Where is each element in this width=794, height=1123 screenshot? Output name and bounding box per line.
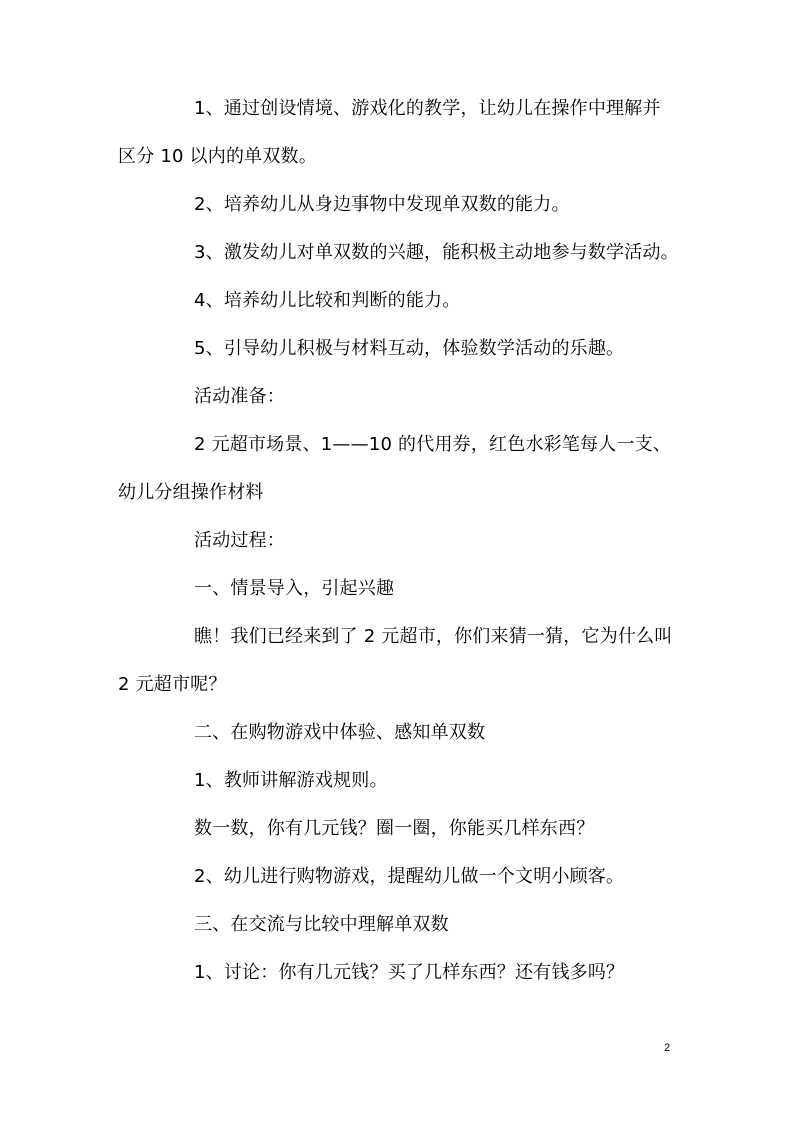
page-number: 2 — [664, 1042, 671, 1054]
objective-3: 3、激发幼儿对单双数的兴趣，能积极主动地参与数学活动。 — [194, 242, 679, 263]
objective-4: 4、培养幼儿比较和判断的能力。 — [194, 290, 461, 311]
objective-1-line-2: 区分 10 以内的单双数。 — [118, 146, 317, 167]
objective-5: 5、引导幼儿积极与材料互动，体验数学活动的乐趣。 — [194, 338, 625, 359]
objective-2: 2、培养幼儿从身边事物中发现单双数的能力。 — [194, 194, 570, 215]
step-2-item-2: 2、幼儿进行购物游戏，提醒幼儿做一个文明小顾客。 — [194, 866, 625, 887]
step-2-item-1-detail: 数一数，你有几元钱？圈一圈，你能买几样东西？ — [194, 818, 595, 839]
section-heading-preparation: 活动准备： — [194, 386, 285, 407]
step-1-text-line-2: 2 元超市呢？ — [118, 674, 227, 695]
step-1-heading: 一、情景导入，引起兴趣 — [194, 578, 395, 599]
preparation-line-2: 幼儿分组操作材料 — [118, 482, 264, 503]
step-2-heading: 二、在购物游戏中体验、感知单双数 — [194, 722, 486, 743]
objective-1-line-1: 1、通过创设情境、游戏化的教学，让幼儿在操作中理解并 — [194, 98, 661, 119]
step-1-text-line-1: 瞧！我们已经来到了 2 元超市，你们来猜一猜，它为什么叫 — [194, 626, 673, 647]
step-3-heading: 三、在交流与比较中理解单双数 — [194, 914, 449, 935]
step-2-item-1: 1、教师讲解游戏规则。 — [194, 770, 388, 791]
step-3-item-1: 1、讨论：你有几元钱？买了几样东西？还有钱多吗？ — [194, 962, 625, 983]
section-heading-process: 活动过程： — [194, 530, 285, 551]
preparation-line-1: 2 元超市场景、1——10 的代用券，红色水彩笔每人一支、 — [194, 434, 672, 455]
